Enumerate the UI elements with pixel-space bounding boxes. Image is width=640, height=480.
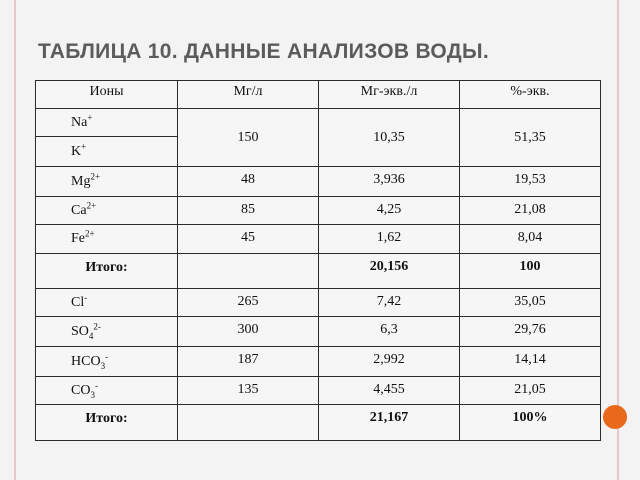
cell-fe-percent: 8,04 bbox=[460, 225, 601, 254]
ion-label-k: K+ bbox=[36, 137, 178, 167]
cell-cations-total-mg-eq: 20,156 bbox=[319, 254, 460, 289]
cell-cl-mg-l: 265 bbox=[178, 289, 319, 317]
ion-label-hco3: $HCO_3^-$ bbox=[36, 347, 178, 377]
cell-ca-percent: 21,08 bbox=[460, 197, 601, 225]
cell-ca-mg-eq: 4,25 bbox=[319, 197, 460, 225]
ion-label-cl: Cl- bbox=[36, 289, 178, 317]
cell-so4-mg-eq: 6,3 bbox=[319, 317, 460, 347]
anions-total-label: Итого: bbox=[36, 405, 178, 441]
ion-label-ca: $Ca^{2+}$ bbox=[36, 197, 178, 225]
ion-label-na: Na+ bbox=[36, 109, 178, 137]
cell-cl-mg-eq: 7,42 bbox=[319, 289, 460, 317]
ion-label-co3: $CO_3^-$ bbox=[36, 377, 178, 405]
cell-mg-percent: 19,53 bbox=[460, 167, 601, 197]
water-analysis-table bbox=[35, 80, 601, 441]
cell-fe-mg-eq: 1,62 bbox=[319, 225, 460, 254]
slide-title: ТАБЛИЦА 10. ДАННЫЕ АНАЛИЗОВ ВОДЫ. bbox=[38, 40, 490, 63]
cell-mg-mg-l: 48 bbox=[178, 167, 319, 197]
table-row bbox=[36, 347, 601, 377]
table-total-row bbox=[36, 405, 601, 441]
cell-so4-percent: 29,76 bbox=[460, 317, 601, 347]
header-percent-eq: %-экв. bbox=[460, 81, 601, 109]
orange-circle-decoration bbox=[603, 405, 627, 429]
cell-anions-total-mg-eq: 21,167 bbox=[319, 405, 460, 441]
cell-cations-total-percent: 100 bbox=[460, 254, 601, 289]
cell-cations-total-mg-l bbox=[178, 254, 319, 289]
table-row bbox=[36, 197, 601, 225]
table-row bbox=[36, 109, 601, 137]
table-row bbox=[36, 225, 601, 254]
ion-label-so4: $SO_4^{2-}$ bbox=[36, 317, 178, 347]
cell-na-k-mg-eq: 10,35 bbox=[319, 109, 460, 167]
cell-anions-total-mg-l bbox=[178, 405, 319, 441]
cell-na-k-percent: 51,35 bbox=[460, 109, 601, 167]
ion-label-fe: $Fe^{2+}$ bbox=[36, 225, 178, 254]
table-row bbox=[36, 289, 601, 317]
cell-co3-mg-l: 135 bbox=[178, 377, 319, 405]
cell-co3-mg-eq: 4,455 bbox=[319, 377, 460, 405]
header-mg-eq-l: Мг-экв./л bbox=[319, 81, 460, 109]
cell-hco3-mg-eq: 2,992 bbox=[319, 347, 460, 377]
slide-frame-left bbox=[14, 0, 16, 480]
table-row bbox=[36, 377, 601, 405]
ion-label-mg: $Mg^{2+}$ bbox=[36, 167, 178, 197]
cations-total-label: Итого: bbox=[36, 254, 178, 289]
header-mg-l: Мг/л bbox=[178, 81, 319, 109]
cell-hco3-mg-l: 187 bbox=[178, 347, 319, 377]
cell-ca-mg-l: 85 bbox=[178, 197, 319, 225]
header-ions: Ионы bbox=[36, 81, 178, 109]
cell-cl-percent: 35,05 bbox=[460, 289, 601, 317]
cell-mg-mg-eq: 3,936 bbox=[319, 167, 460, 197]
table-row bbox=[36, 167, 601, 197]
table-header-row bbox=[36, 81, 601, 109]
cell-fe-mg-l: 45 bbox=[178, 225, 319, 254]
cell-na-k-mg-l: 150 bbox=[178, 109, 319, 167]
cell-hco3-percent: 14,14 bbox=[460, 347, 601, 377]
cell-anions-total-percent: 100% bbox=[460, 405, 601, 441]
table-total-row bbox=[36, 254, 601, 289]
cell-co3-percent: 21,05 bbox=[460, 377, 601, 405]
cell-so4-mg-l: 300 bbox=[178, 317, 319, 347]
table-row bbox=[36, 317, 601, 347]
